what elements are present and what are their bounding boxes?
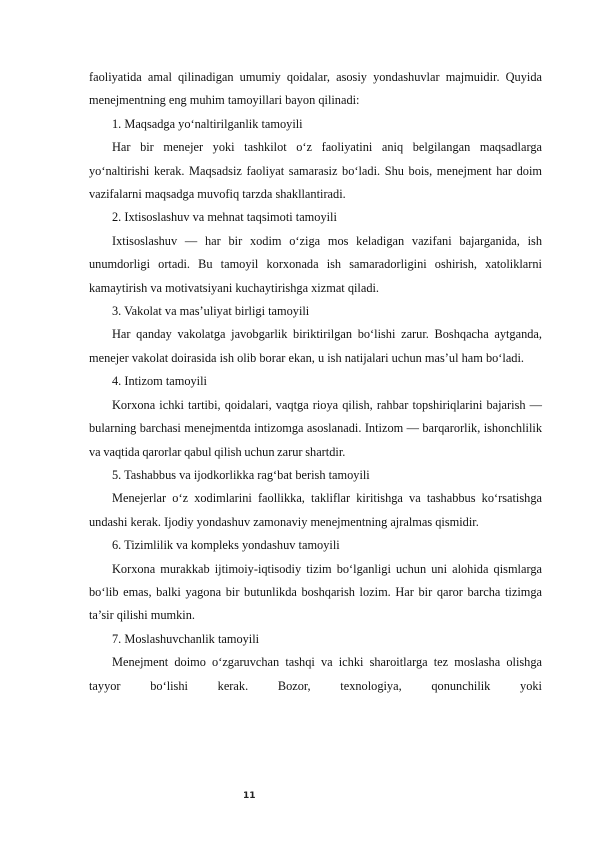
section-text-4: Korxona ichki tartibi, qoidalari, vaqtga rioya qilish, rahbar topshiriqlarini bajarish — bularning barchasi menejmentda intizomga asoslanadi. Intizom — barqarorlik, ishonchlilik va vaqtida qarorlar qabul qilish uchun zarur shartdir. <box>89 397 542 459</box>
page-number: 11 <box>243 791 256 801</box>
section-text-1: Har bir menejer yoki tashkilot o‘z faoliyatini aniq belgilangan maqsadlarga yo‘naltirishi kerak. Maqsadsiz faoliyat samarasiz bo‘ladi. Shu bois, menejment har doim vazifalarni maqsadga muvofiq tarzda shakllantiradi. <box>89 140 542 202</box>
section-heading-6: 6. Tizimlilik va kompleks yondashuv tamoyili <box>112 538 340 553</box>
section-heading-3: 3. Vakolat va mas’uliyat birligi tamoyili <box>112 304 310 319</box>
intro-paragraph: faoliyatida amal qilinadigan umumiy qoidalar, asosiy yondashuvlar majmuidir. Quyida menejmentning eng muhim tamoyillari bayon qilinadi: <box>89 70 542 108</box>
section-text-6: Korxona murakkab ijtimoiy-iqtisodiy tizim bo‘lganligi uchun uni alohida qismlarga bo‘lib emas, balki yagona bir butunlikda boshqarish lozim. Har bir qaror barcha tizimga ta’sir qilishi mumkin. <box>89 561 542 623</box>
section-heading-7: 7. Moslashuvchanlik tamoyili <box>112 631 260 646</box>
section-heading-1: 1. Maqsadga yo‘naltirilganlik tamoyili <box>112 116 303 131</box>
section-text-3: Har qanday vakolatga javobgarlik biriktirilgan bo‘lishi zarur. Boshqacha aytganda, menejer vakolat doirasida ish olib borar ekan, u ish natijalari uchun mas’ul ham bo‘ladi. <box>89 327 542 365</box>
section-heading-2: 2. Ixtisoslashuv va mehnat taqsimoti tamoyili <box>112 210 337 225</box>
page-body <box>89 66 542 698</box>
section-heading-4: 4. Intizom tamoyili <box>112 374 207 389</box>
section-text-7: Menejment doimo o‘zgaruvchan tashqi va ichki sharoitlarga tez moslasha olishga tayyor bo‘lishi kerak. Bozor, texnologiya, qonunchilik yoki <box>89 655 542 693</box>
section-text-2: Ixtisoslashuv — har bir xodim o‘ziga mos keladigan vazifani bajarganida, ish unumdorligi ortadi. Bu tamoyil korxonada ish samaradorligini oshirish, xatoliklarni kamaytirish va motivatsiyani kuchaytirishga xizmat qiladi. <box>89 233 542 295</box>
section-text-5: Menejerlar o‘z xodimlarini faollikka, takliflar kiritishga va tashabbus ko‘rsatishga undashi kerak. Ijodiy yondashuv zamonaviy menejmentning ajralmas qismidir. <box>89 491 542 529</box>
section-heading-5: 5. Tashabbus va ijodkorlikka rag‘bat berish tamoyili <box>112 467 370 482</box>
